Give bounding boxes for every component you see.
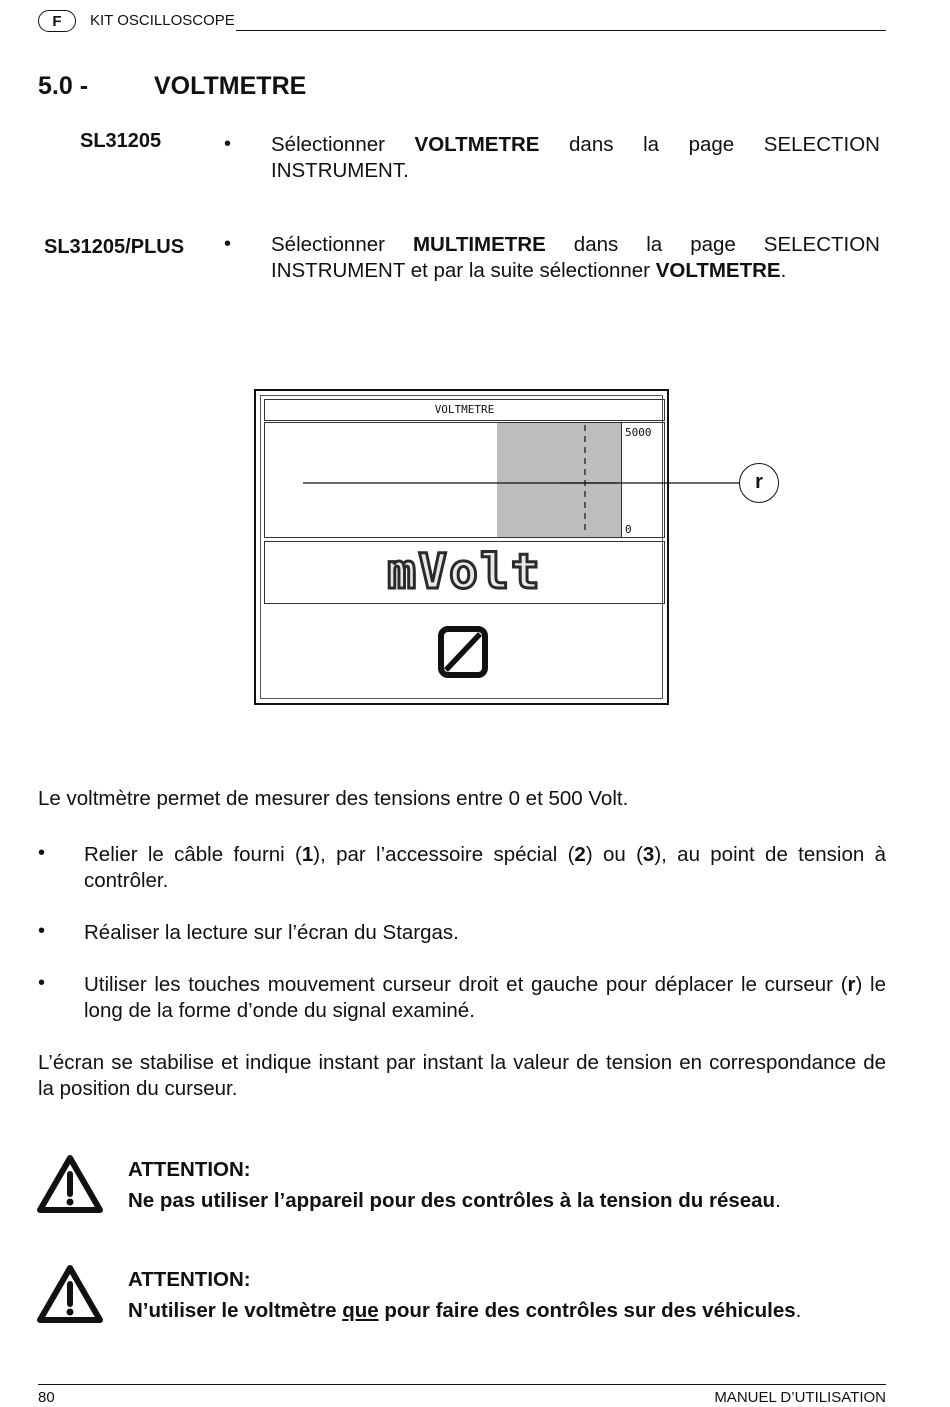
unit-label: mVolt (387, 544, 542, 600)
voltmeter-screen (254, 389, 669, 705)
warning-text: N’utiliser le voltmètre que pour faire des contrôles sur des véhicules. (128, 1299, 802, 1322)
list-item: Utiliser les touches mouvement curseur droit et gauche pour déplacer le curseur (r) le long de la forme d’onde du signal examiné. (84, 973, 886, 1022)
scale-min-label: 0 (625, 523, 632, 536)
step-bullet: • (224, 233, 232, 255)
intro-paragraph: Le voltmètre permet de mesurer des tensions entre 0 et 500 Volt. (38, 787, 629, 810)
header-rule (236, 30, 886, 31)
list-item: Réaliser la lecture sur l’écran du Stargas. (84, 921, 459, 944)
list-bullet: • (38, 972, 46, 994)
closing-paragraph: L’écran se stabilise et indique instant par instant la valeur de tension en correspondance de la position du curseur. (38, 1051, 886, 1100)
list-bullet: • (38, 920, 46, 942)
footer-rule (38, 1384, 886, 1385)
warning-icon (36, 1152, 104, 1214)
warning-text: Ne pas utiliser l’appareil pour des contrôles à la tension du réseau. (128, 1189, 781, 1212)
screen-title: VOLTMETRE (264, 399, 665, 421)
screen-frame (260, 395, 663, 699)
model-label-sl31205-plus: SL31205/PLUS (44, 236, 185, 258)
model-label-sl31205: SL31205 (80, 130, 162, 152)
warning-icon (36, 1262, 104, 1324)
cursor-callout: r (739, 463, 779, 503)
footer-title: MANUEL D’UTILISATION (714, 1389, 886, 1406)
step-instruction-2: Sélectionner MULTIMETRE dans la page SELECTION INSTRUMENT et par la suite sélectionner VOLTMETRE. (271, 233, 880, 282)
header-title: KIT OSCILLOSCOPE (90, 12, 235, 29)
scale-max-label: 5000 (625, 426, 652, 439)
step-instruction-1: Sélectionner VOLTMETRE dans la page SELECTION INSTRUMENT. (271, 133, 880, 182)
list-item: Relier le câble fourni (1), par l’accessoire spécial (2) ou (3), au point de tension à contrôler. (84, 843, 886, 892)
unit-display (264, 541, 665, 604)
list-bullet: • (38, 842, 46, 864)
page-number: 80 (38, 1389, 55, 1406)
section-title: VOLTMETRE (154, 72, 307, 100)
warning-title: ATTENTION: (128, 1268, 251, 1291)
warning-title: ATTENTION: (128, 1158, 251, 1181)
section-number: 5.0 - (38, 72, 89, 100)
empty-set-icon (436, 624, 492, 680)
language-badge: F (38, 10, 76, 32)
step-bullet: • (224, 133, 232, 155)
